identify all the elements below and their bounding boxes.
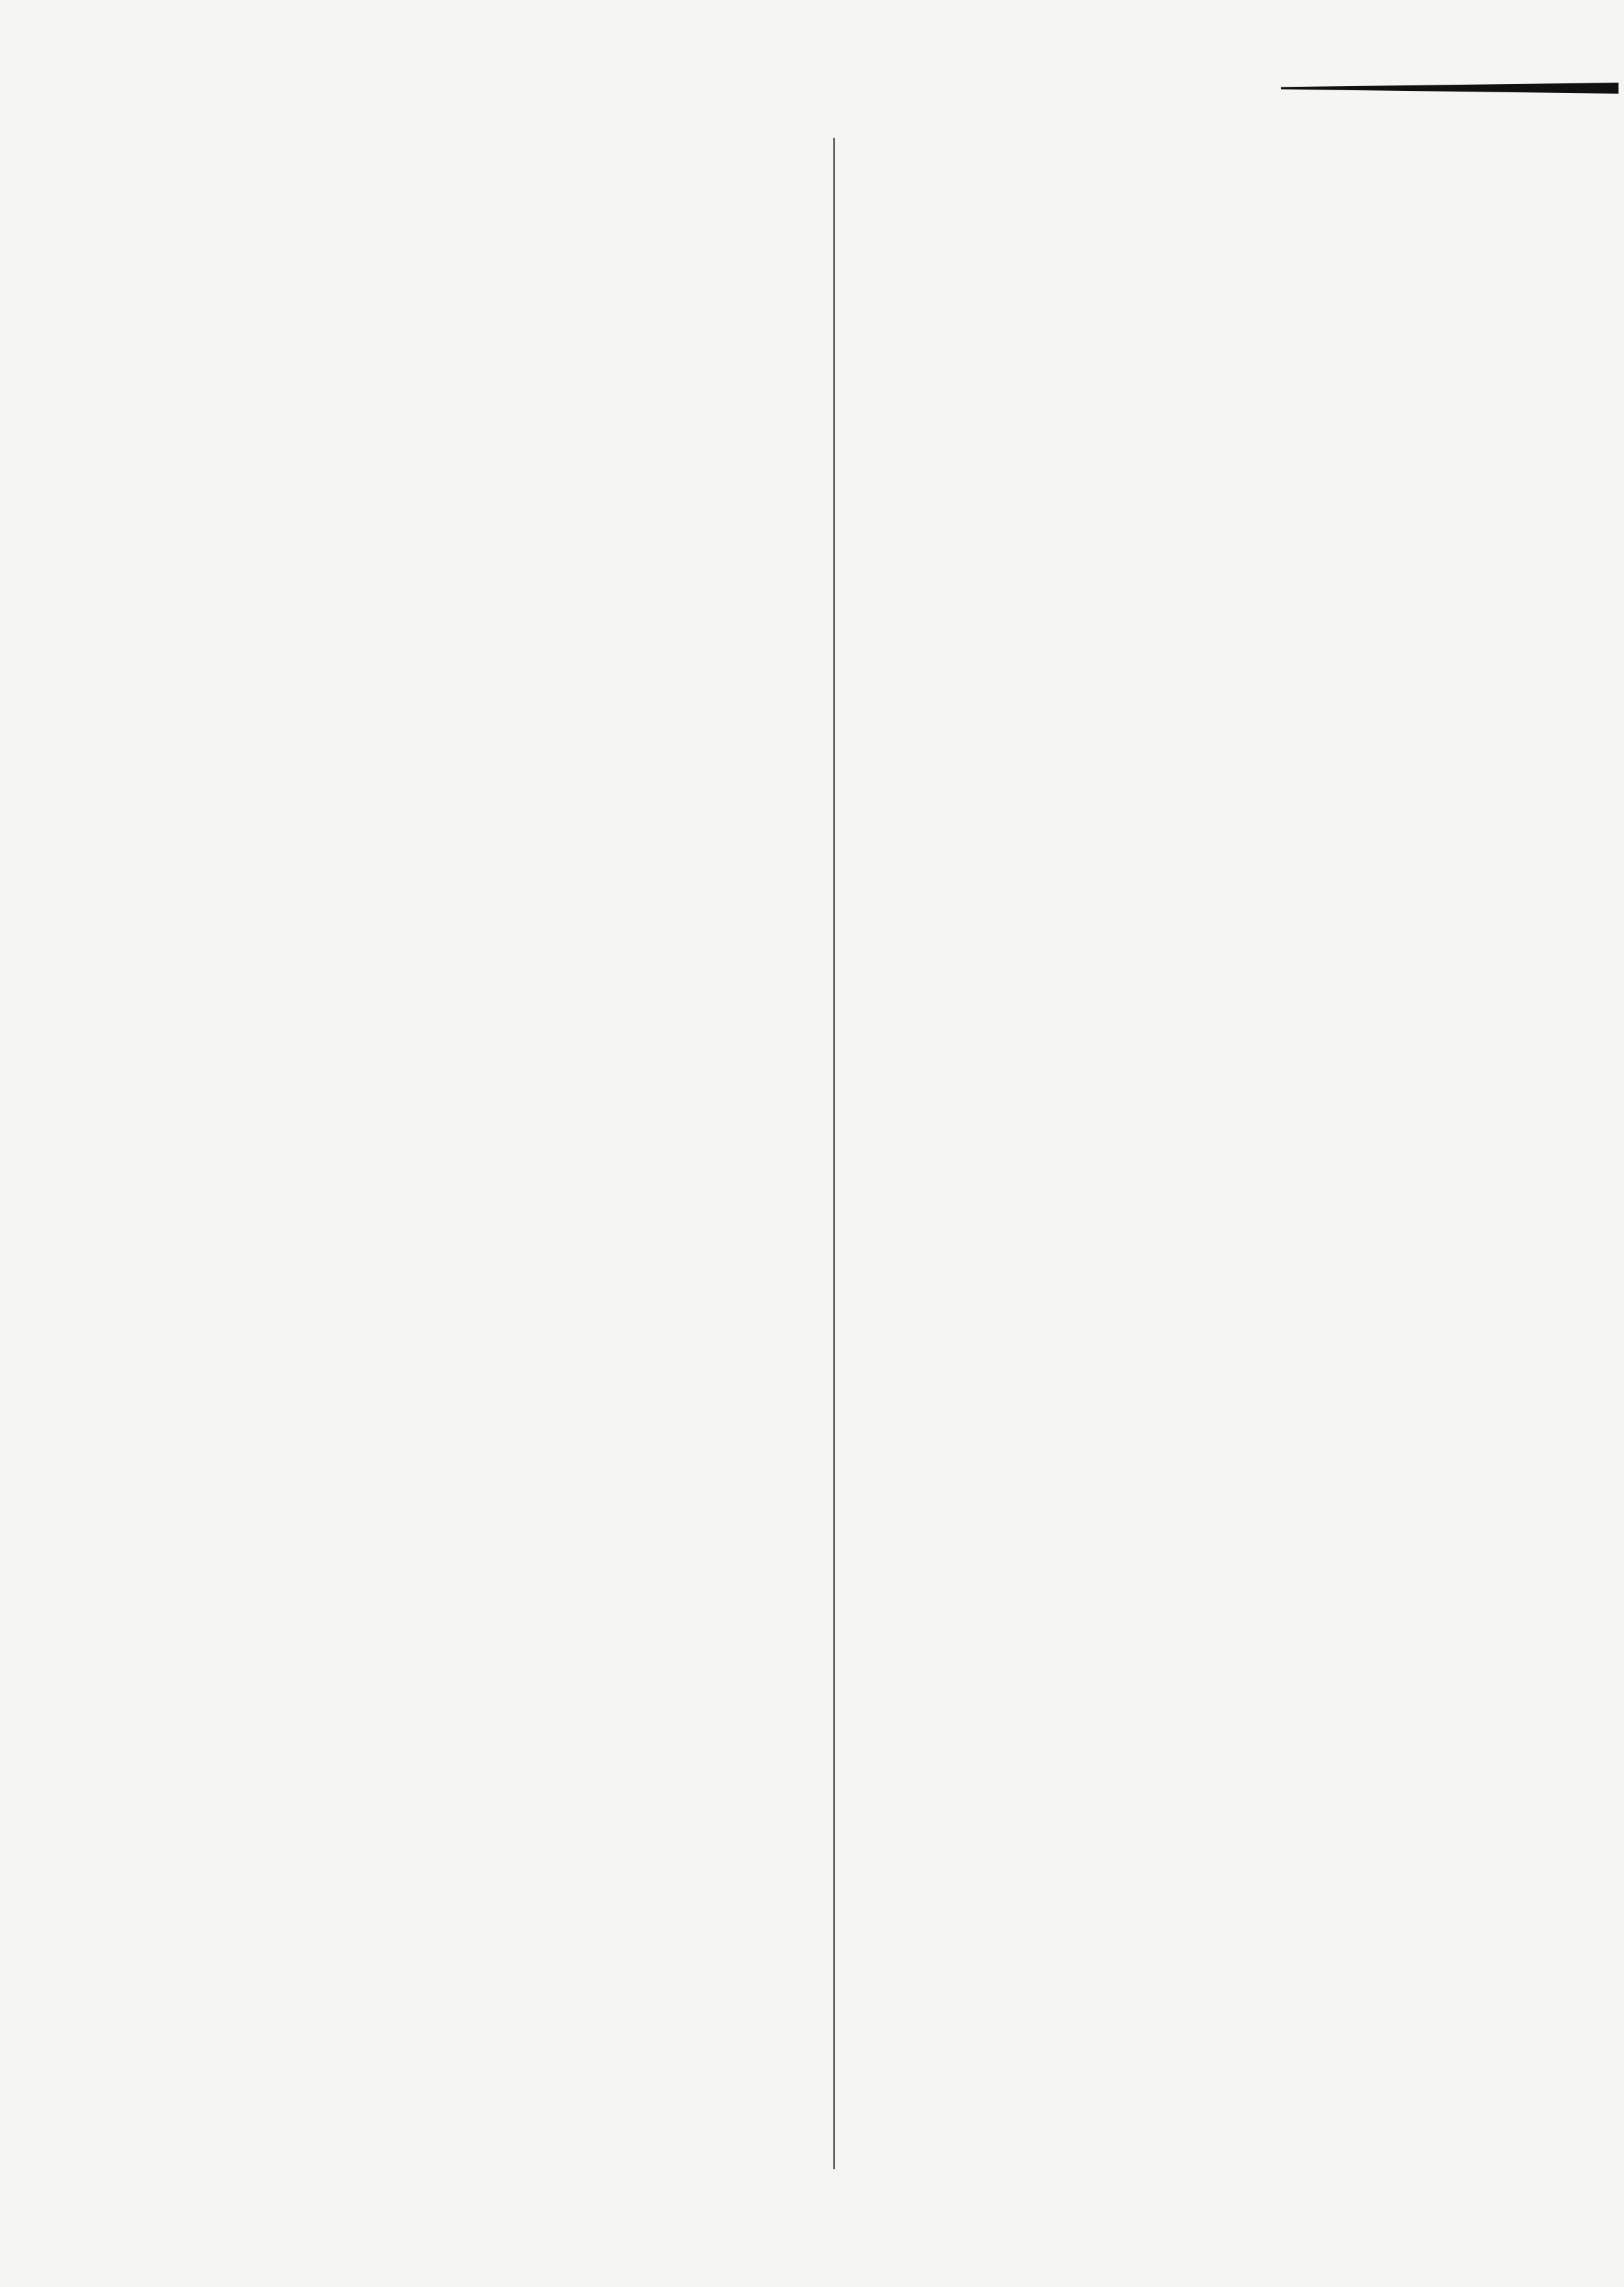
left-column — [103, 138, 820, 372]
histogram-chart — [255, 138, 641, 372]
column-divider — [833, 138, 835, 2169]
top-decoration-bar — [1281, 83, 1618, 94]
